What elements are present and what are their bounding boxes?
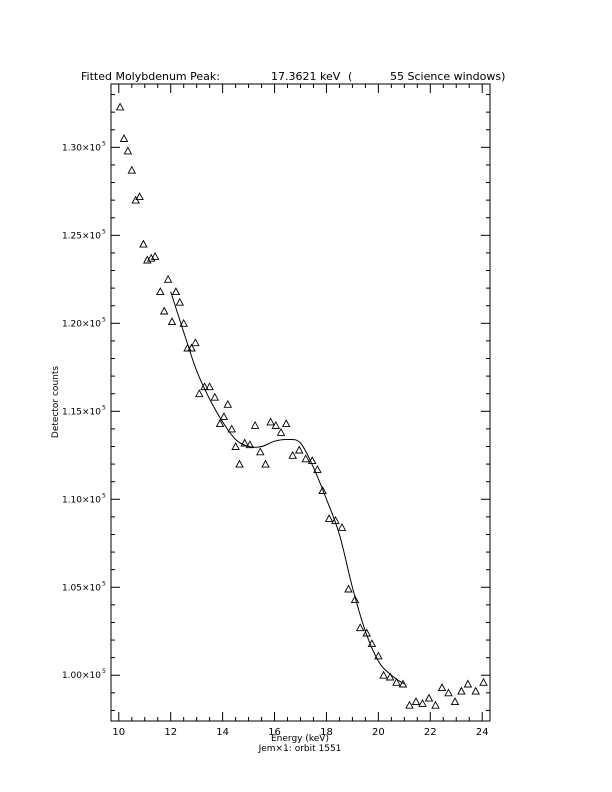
data-point-triangle xyxy=(117,103,124,110)
data-point-triangle xyxy=(192,339,199,346)
data-point-triangle xyxy=(326,515,333,522)
plot-frame xyxy=(111,84,490,721)
data-point-triangle xyxy=(236,461,243,468)
data-point-triangle xyxy=(357,624,364,631)
x-tick-label: 10 xyxy=(112,727,126,738)
y-tick-label: 1.15×10 xyxy=(61,407,101,418)
y-tick-label: 1.20×10 xyxy=(61,319,101,330)
data-point-triangle xyxy=(393,679,400,686)
data-point-triangle xyxy=(445,689,452,696)
data-point-triangle xyxy=(296,447,303,454)
data-point-triangle xyxy=(121,135,128,142)
y-tick-label: 1.25×10 xyxy=(61,231,101,242)
fit-curve-group xyxy=(171,292,405,684)
data-point-triangle xyxy=(439,684,446,691)
data-point-triangle xyxy=(176,299,183,306)
data-point-triangle xyxy=(165,276,172,283)
axes xyxy=(62,84,490,738)
y-tick-label: 1.30×10 xyxy=(61,143,101,154)
data-point-triangle xyxy=(426,695,433,702)
x-tick-label: 18 xyxy=(320,727,333,738)
data-point-triangle xyxy=(128,167,135,174)
footnote: Jem×1: orbit 1551 xyxy=(258,744,342,754)
data-point-triangle xyxy=(283,420,290,427)
x-tick-label: 14 xyxy=(216,727,229,738)
y-tick-exponent: 5 xyxy=(102,492,106,500)
data-point-triangle xyxy=(464,681,471,688)
y-tick-label: 1.10×10 xyxy=(61,495,101,506)
data-point-triangle xyxy=(267,418,274,425)
y-tick-exponent: 5 xyxy=(102,228,106,236)
data-point-triangle xyxy=(480,679,487,686)
data-point-triangle xyxy=(257,448,264,455)
x-tick-label: 20 xyxy=(372,727,385,738)
y-tick-label: 1.00×10 xyxy=(61,671,101,682)
x-tick-label: 24 xyxy=(475,727,489,738)
data-point-triangle xyxy=(124,147,131,154)
data-point-triangle xyxy=(157,288,164,295)
fit-curve xyxy=(171,292,405,684)
chart-title-value: 17.3621 keV xyxy=(271,70,341,83)
data-point-triangle xyxy=(278,429,285,436)
data-point-triangle xyxy=(220,413,227,420)
x-tick-label: 12 xyxy=(164,727,178,738)
data-point-triangle xyxy=(232,443,239,450)
y-tick-exponent: 5 xyxy=(102,404,106,412)
data-point-triangle xyxy=(152,253,159,260)
data-point-triangle xyxy=(452,698,459,705)
y-axis-label: Detector counts xyxy=(51,365,61,439)
data-point-triangle xyxy=(262,461,269,468)
data-point-triangle xyxy=(224,401,231,408)
data-point-triangle xyxy=(458,688,465,695)
data-point-triangle xyxy=(140,241,147,248)
x-tick-label: 22 xyxy=(423,727,437,738)
x-axis-label: Energy (keV) xyxy=(271,734,329,744)
data-point-triangle xyxy=(419,700,426,707)
data-point-triangle xyxy=(252,422,259,429)
data-point-triangle xyxy=(413,698,420,705)
data-point-triangle xyxy=(472,688,479,695)
chart-title-paren: ( xyxy=(348,70,353,83)
data-point-triangle xyxy=(161,308,168,315)
y-tick-exponent: 5 xyxy=(102,668,106,676)
data-points xyxy=(117,103,487,708)
data-point-triangle xyxy=(432,702,439,709)
data-point-triangle xyxy=(380,672,387,679)
data-point-triangle xyxy=(211,394,218,401)
y-tick-exponent: 5 xyxy=(102,140,106,148)
data-point-triangle xyxy=(169,318,176,325)
chart-title-windows: 55 Science windows) xyxy=(390,70,506,83)
data-point-triangle xyxy=(339,524,346,531)
y-tick-label: 1.05×10 xyxy=(61,583,101,594)
data-point-triangle xyxy=(289,452,296,459)
x-tick-label: 16 xyxy=(268,727,281,738)
y-tick-exponent: 5 xyxy=(102,580,106,588)
data-point-triangle xyxy=(172,288,179,295)
y-tick-exponent: 5 xyxy=(102,316,106,324)
chart-title: Fitted Molybdenum Peak: xyxy=(81,70,220,83)
data-point-triangle xyxy=(345,586,352,593)
data-point-triangle xyxy=(196,390,203,397)
